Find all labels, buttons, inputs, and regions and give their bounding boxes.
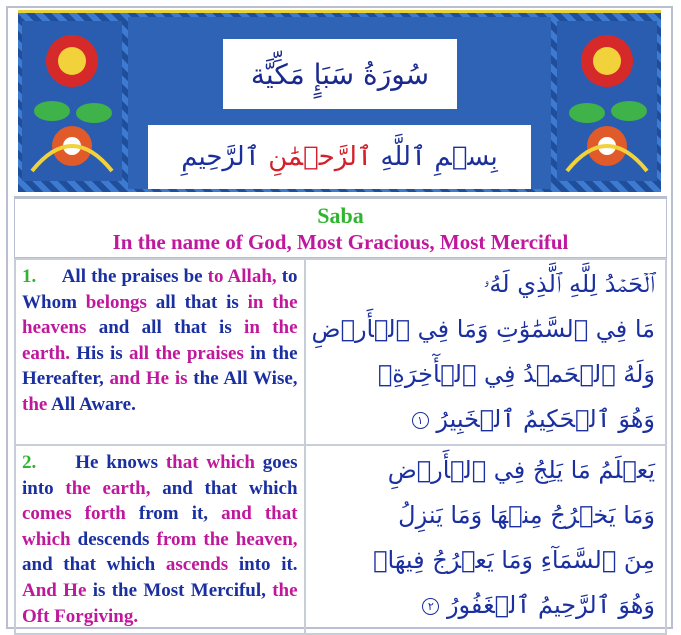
verse-text-segment: All Aware. bbox=[47, 393, 136, 415]
verse-2-english bbox=[15, 445, 305, 634]
verse-text-segment: that which bbox=[165, 452, 255, 473]
floral-ornament-right bbox=[557, 21, 657, 181]
verse-text-segment: from the heaven, bbox=[156, 528, 298, 550]
verse-text-segment: to Whom bbox=[22, 266, 298, 313]
verse-text-segment: comes forth bbox=[22, 503, 126, 525]
verse-number: 1. bbox=[22, 266, 37, 287]
verse-text-segment: in the heavens bbox=[22, 291, 298, 339]
arabic-line bbox=[312, 493, 655, 538]
arabic-line bbox=[312, 448, 655, 493]
verse-text-segment: And He bbox=[22, 579, 87, 601]
arabic-line bbox=[312, 262, 655, 307]
bismillah-part-1: بِسۡمِ ٱللَّهِ bbox=[380, 142, 498, 172]
arabic-line bbox=[312, 397, 655, 442]
arabic-line-text: وَهُوَ ٱلرَّحِيمُ ٱلۡغَفُورُ bbox=[446, 591, 655, 619]
verse-text-segment: belongs bbox=[85, 291, 147, 313]
verse-row bbox=[15, 259, 666, 445]
surah-name-arabic: سُورَةُ سَبَإٍ مَكِّيَّة bbox=[250, 57, 430, 91]
bismillah-part-3: ٱلرَّحِيمِ bbox=[181, 142, 260, 172]
arabic-line-text: وَلَهُ ٱلۡحَمۡدُ فِي ٱلۡأٓخِرَةِۚ bbox=[377, 360, 655, 388]
verse-text-segment: His is bbox=[70, 342, 129, 364]
verse-number: 2. bbox=[22, 452, 37, 473]
verse-1-english bbox=[15, 259, 305, 445]
sura-title: Saba bbox=[317, 203, 364, 228]
header-center-panel bbox=[128, 17, 551, 189]
arabic-line bbox=[312, 352, 655, 397]
verse-row bbox=[15, 445, 666, 634]
verse-text-segment: and He is bbox=[109, 368, 188, 390]
bismillah-arabic bbox=[181, 142, 498, 172]
verse-text-segment: ascends bbox=[165, 554, 229, 576]
verse-text-segment: from it, bbox=[125, 503, 222, 525]
verse-text-segment: into it. bbox=[228, 554, 298, 576]
arabic-line-text: وَمَا يَخۡرُجُ مِنۡهَا وَمَا يَنزِلُ bbox=[398, 501, 655, 529]
surah-header-ornament bbox=[18, 10, 661, 192]
verse-text-segment: in the Hereafter, bbox=[22, 342, 298, 390]
arabic-line-text: مَا فِي ٱلسَّمَٰوَٰتِ وَمَا فِي ٱلۡأَرۡضِ bbox=[311, 315, 655, 343]
verse-text-segment: He knows bbox=[75, 452, 166, 473]
verse-1-arabic bbox=[305, 259, 666, 445]
verse-text-segment: the bbox=[22, 393, 48, 415]
floral-ornament-left bbox=[22, 21, 122, 181]
arabic-line bbox=[312, 538, 655, 583]
bismillah-box bbox=[148, 125, 531, 189]
verse-text-segment: the Oft Forgiving. bbox=[22, 579, 298, 627]
verse-text-segment: All the praises be bbox=[61, 266, 208, 287]
verse-table bbox=[14, 258, 667, 635]
verse-text-segment: and that which bbox=[22, 554, 166, 576]
arabic-line bbox=[312, 307, 655, 352]
bismillah-part-2: ٱلرَّحۡمَٰنِ bbox=[268, 142, 373, 172]
verse-text-segment: to Allah, bbox=[207, 266, 277, 287]
verse-text-segment: and that which bbox=[150, 477, 298, 499]
title-block bbox=[14, 196, 667, 258]
verse-text-segment: in the earth. bbox=[22, 317, 298, 364]
arabic-line-text: وَهُوَ ٱلۡحَكِيمُ ٱلۡخَبِيرُ bbox=[436, 405, 655, 433]
verse-text-segment: all the praises bbox=[128, 342, 244, 364]
basmala-english: In the name of God, Most Gracious, Most Merciful bbox=[112, 230, 569, 254]
arabic-line bbox=[312, 583, 655, 628]
arabic-line-text: ٱلۡحَمۡدُ لِلَّهِ ٱلَّذِي لَهُۥ bbox=[483, 270, 655, 298]
ayah-number-marker: ١ bbox=[412, 412, 429, 429]
verse-text-segment: all that is bbox=[146, 291, 248, 313]
verse-text-segment: descends bbox=[70, 528, 157, 550]
surah-name-box bbox=[223, 39, 457, 109]
verse-text-segment: and all that is bbox=[86, 317, 245, 339]
verse-text-segment: the All Wise, bbox=[187, 368, 298, 390]
verse-text-segment: is the Most Merciful, bbox=[86, 579, 273, 601]
verse-text-segment: and that which bbox=[22, 503, 298, 550]
arabic-line-text: يَعۡلَمُ مَا يَلِجُ فِي ٱلۡأَرۡضِ bbox=[387, 456, 655, 484]
ayah-number-marker: ٢ bbox=[422, 598, 439, 615]
verse-text-segment: the earth, bbox=[65, 477, 151, 499]
verse-text-segment: goes into bbox=[22, 452, 298, 499]
arabic-line-text: مِنَ ٱلسَّمَآءِ وَمَا يَعۡرُجُ فِيهَاۚ bbox=[373, 546, 655, 574]
verse-2-arabic bbox=[305, 445, 666, 634]
